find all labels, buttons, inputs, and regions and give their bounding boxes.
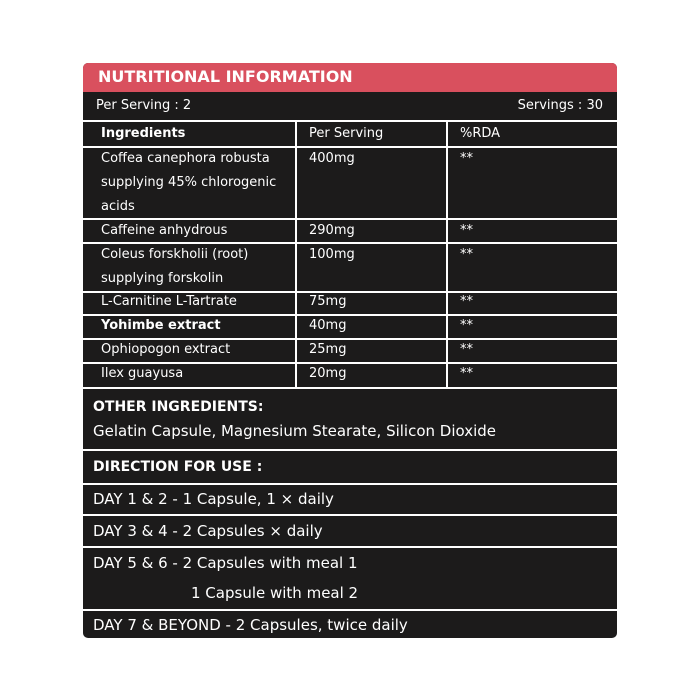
column-divider-1 — [295, 120, 297, 388]
direction-day-1-2: DAY 1 & 2 - 1 Capsule, 1 × daily — [93, 490, 334, 508]
ingredient-rda: ** — [460, 366, 473, 381]
panel-title: NUTRITIONAL INFORMATION — [98, 67, 353, 86]
section-rule — [83, 483, 617, 485]
table-bottom-rule — [83, 387, 617, 389]
title-bar — [83, 63, 617, 92]
direction-day-3-4: DAY 3 & 4 - 2 Capsules × daily — [93, 522, 323, 540]
ingredient-amount: 75mg — [309, 294, 347, 309]
other-ingredients-heading: OTHER INGREDIENTS: — [93, 399, 264, 415]
ingredient-name-line: Coleus forskholii (root) — [101, 247, 249, 262]
ingredient-amount: 20mg — [309, 366, 347, 381]
ingredient-name-line: L-Carnitine L-Tartrate — [101, 294, 237, 309]
column-divider-2 — [446, 120, 448, 388]
header-ingredients: Ingredients — [101, 126, 186, 141]
ingredient-amount: 25mg — [309, 342, 347, 357]
serving-row — [83, 92, 617, 120]
header-per-serving: Per Serving — [309, 126, 384, 141]
ingredient-rda: ** — [460, 294, 473, 309]
other-ingredients-text: Gelatin Capsule, Magnesium Stearate, Silicon Dioxide — [93, 422, 497, 440]
ingredient-rda: ** — [460, 342, 473, 357]
ingredient-name-line: Ophiopogon extract — [101, 342, 231, 357]
ingredient-name-line: supplying forskolin — [101, 271, 224, 286]
ingredient-amount: 400mg — [309, 151, 355, 166]
ingredient-rda: ** — [460, 151, 473, 166]
nutrition-panel — [83, 63, 617, 638]
header-rda: %RDA — [460, 126, 501, 141]
ingredient-rda: ** — [460, 247, 473, 262]
per-serving-label: Per Serving : 2 — [96, 98, 192, 113]
ingredient-rda: ** — [460, 318, 473, 333]
direction-day-5-6-line2: 1 Capsule with meal 2 — [191, 584, 359, 602]
ingredient-name-line: Caffeine anhydrous — [101, 223, 228, 238]
ingredient-name-line: Yohimbe extract — [101, 318, 221, 333]
section-rule — [83, 449, 617, 451]
direction-day-7-beyond: DAY 7 & BEYOND - 2 Capsules, twice daily — [93, 616, 408, 634]
servings-label: Servings : 30 — [517, 98, 603, 113]
direction-rule — [83, 609, 617, 611]
ingredient-rda: ** — [460, 223, 473, 238]
ingredient-amount: 100mg — [309, 247, 355, 262]
ingredient-name-line: acids — [101, 199, 135, 214]
ingredient-amount: 290mg — [309, 223, 355, 238]
ingredient-name-line: supplying 45% chlorogenic — [101, 175, 277, 190]
direction-day-5-6-line1: DAY 5 & 6 - 2 Capsules with meal 1 — [93, 554, 358, 572]
ingredient-name-line: Coffea canephora robusta — [101, 151, 270, 166]
directions-heading: DIRECTION FOR USE : — [93, 459, 263, 475]
direction-rule — [83, 546, 617, 548]
ingredient-amount: 40mg — [309, 318, 347, 333]
ingredient-name-line: Ilex guayusa — [101, 366, 184, 381]
direction-rule — [83, 514, 617, 516]
